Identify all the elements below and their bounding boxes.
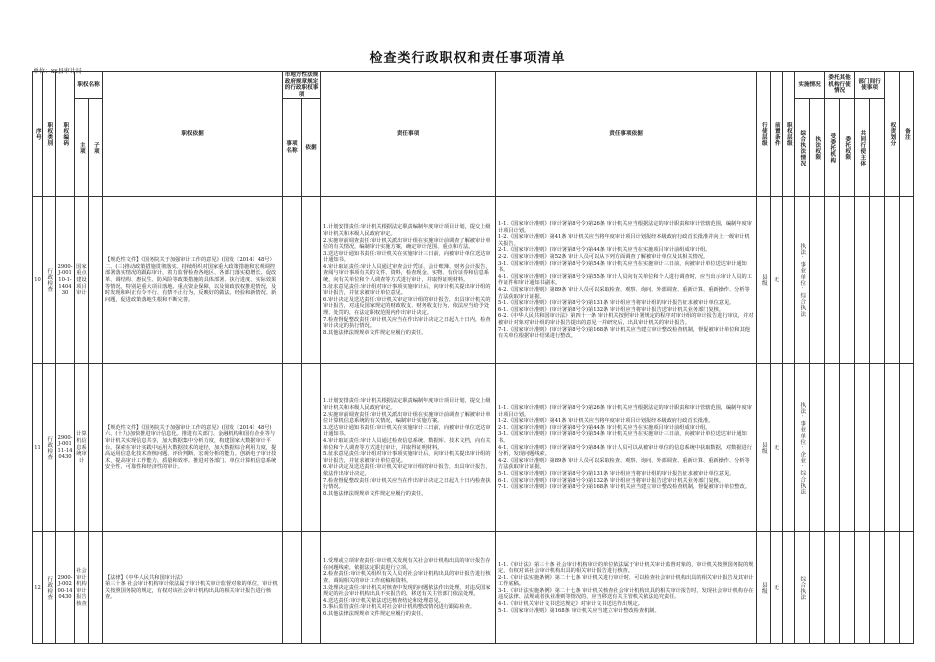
row-resp-basis: 1-1.《审计法》第三十条 社会审计机构审计的单位依法属于审计机关审计监督对象的，审计机关按照国务院的规定，有权对该社会审计机构出具的相关审计报告进行核查。 2-1.《审计法实施条例》第二十七条 审计机关进行审计时，可以检查社会审计机构出具的相关审计报告及其审计工作底稿。 3-1.《审计法实施条例》第二十七条 审计机关核查社会审计机构出具的相关审计报告时，发现社会审计机构存在违反法律、法规或者执业准则等情况的，应当移送有关主管机关依法追究责任。 4-1.《审计机关审计文书送达规定》对审计文书送达作出规定。 5-1.《国家审计准则》第168条 审计机关应当建立审计整改检查机制。 <box>496 532 757 644</box>
header-approved: 前置条件 <box>773 121 780 147</box>
header-seq: 序号 <box>34 128 41 141</box>
row-joint <box>855 364 870 532</box>
page-title: 检查类行政职权和责任事项清单 <box>369 51 566 66</box>
row-dept: 县级 <box>760 441 767 454</box>
row-entrusted <box>825 364 840 532</box>
row-joint <box>855 532 870 644</box>
row-category: 行政检查 <box>46 435 53 461</box>
header-category: 职权类别 <box>46 121 53 147</box>
row-entrusted <box>825 532 840 644</box>
row-remark <box>900 364 914 532</box>
row-remark <box>900 197 914 364</box>
table-row <box>33 197 914 364</box>
row-code: 2900-J-00111-140430 <box>56 364 75 532</box>
row-seq: 11 <box>33 364 43 532</box>
row-seq: 12 <box>33 532 43 644</box>
header-entrusted-org: 受委托机构 <box>829 132 836 164</box>
row-main-item: 社会审计机构审计报告核查 <box>75 532 89 644</box>
row-code: 2900-J-00110-1-140430 <box>56 197 75 364</box>
header-name-group: 职权名称 <box>75 72 103 99</box>
row-implement: 综合执法 <box>799 575 806 601</box>
table-row <box>33 364 914 532</box>
header-local-group: 市地方性法规政府规章规定的行政职权事项 <box>283 72 321 99</box>
header-responsibility: 责任事项 <box>321 72 496 197</box>
header-main-item: 主项 <box>78 141 85 154</box>
row-main-item: 国家重点建设项目审计 <box>75 197 89 364</box>
header-entrust-group: 委托其他机构行使情况 <box>825 72 855 99</box>
row-remark <box>900 532 914 644</box>
header-basis: 职权依据 <box>103 72 283 197</box>
header-level: 职权层级 <box>785 121 792 147</box>
row-category: 行政检查 <box>46 268 53 293</box>
row-implement: 执法·事业单位·综合执法 <box>799 243 806 318</box>
header-joint-subject: 共同行使主体 <box>859 129 866 167</box>
row-sub-item <box>89 197 103 364</box>
row-basis: 【规范性文件】《国务院关于加强审计工作的意见》(国发〔2014〕48号）二、(三)推动政策措施贯彻落实。持续组织对国家重大政策措施和宏观调控部署落实情况的跟踪审计，着力监督检查各地区、各部门落实稳增长、促改革、调结构、惠民生、防风险等政策措施的具体部署、执行进度、实际效果等情况，特别是重大项目落地、重点资金保障，以及简政放权推进情况，及时发现和纠正有令不行、有禁不止行为，反映好的做法、经验和新情况、新问题，促进政策落地生根和不断完善。 <box>103 197 283 364</box>
row-approved: 无 <box>771 364 783 532</box>
header-sub-item: 子项 <box>92 141 99 154</box>
row-category: 行政检查 <box>46 575 53 601</box>
row-resp-basis: 1-1.《国家审计准则》(审计署第8号令)第26条 审计机关应当根据法定的审计职责和审计管辖范围，编制年度审计项目计划。 1-2.《国家审计准则》第41条 审计机关应当将年度审计项目计划报经本级政府行政首长批准并向上一级审计机关报告。 2-1.《国家审计准则》(审计署第8号令)第44条 审计机关应当在实施项目审计前组成审计组。 2-2.《国家审计准则》第52条 审计人员可以从下列方面调查了解被审计单位及其相关情况。 3-1.《国家审计准则》(审计署第8号令)第54条 审计机关应当在实施审计三日前，向被审计单位送达审计通知书。 4-1.《国家审计准则》(审计署第8号令)第55条 审计人员向有关单位和个人进行调查时，应当出示审计人员的工作证件和审计通知书副本。 4-2.《国家审计准则》第89条 审计人员可以采取检查、观察、询问、外部调查、重新计算、重新操作、分析等方法获取审计证据。 5-1.《国家审计准则》(审计署第8号令)第131条 审计组应当将审计组的审计报告征求被审计单位意见。 6-1.《国家审计准则》(审计署第8号令)第132条 审计组应当将审计报告送审计机关业务部门复核。 6-2.《中华人民共和国审计法》第四十一条 审计机关按照审计署规定的程序对审计组的审计报告进行审议，并对被审计对象对审计组的审计报告提出的意见一并研究后，出具审计机关的审计报告。 7-1.《国家审计准则》(审计署第8号令)第168条 审计机关应当建立审计整改检查机制，督促被审计单位和其他有关单位根据审计结果进行整改。 <box>496 197 757 364</box>
header-dept: 行使层级 <box>760 121 767 147</box>
header-code: 职权编码 <box>62 121 69 147</box>
header-local-name: 事项名称 <box>283 99 302 197</box>
row-resp-basis: 1-1.《国家审计准则》(审计署第8号令)第26条 审计机关应当根据法定的审计职责和审计管辖范围，编制年度审计项目计划。 1-2.《国家审计准则》第41条 审计机关应当将年度审计项目计划报经本级政府行政首长批准。 2-1.《国家审计准则》(审计署第8号令)第44条 审计机关应当在实施项目审计前组成审计组。 3-1.《国家审计准则》(审计署第8号令)第54条 审计机关应当在实施审计三日前，向被审计单位送达审计通知书。 4-1.《国家审计准则》(审计署第8号令)第84条 审计人员可以从被审计单位的信息系统中获取数据，对数据进行分析，发现问题线索。 4-2.《国家审计准则》第89条 审计人员可以采取检查、观察、询问、外部调查、重新计算、重新操作、分析等方法获取审计证据。 5-1.《国家审计准则》(审计署第8号令)第131条 审计组应当将审计组的审计报告征求被审计单位意见。 6-1.《国家审计准则》(审计署第8号令)第132条 审计组应当将审计报告送审计机关业务部门复核。 7-1.《国家审计准则》(审计署第8号令)第168条 审计机关应当建立审计整改检查机制，督促被审计单位整改。 <box>496 364 757 532</box>
row-sub-item <box>89 364 103 532</box>
header-implement-group: 实施情况 <box>795 72 825 99</box>
header-resp-basis: 责任事项依据 <box>496 72 757 197</box>
header-impl-power: 执法权限 <box>814 135 821 161</box>
row-joint <box>855 197 870 364</box>
row-sub-item <box>89 532 103 644</box>
header-impl-law: 综合执法情况 <box>799 129 806 167</box>
row-code: 2900-J-00200-140430 <box>56 532 75 644</box>
row-main-item: 计算机信息系统审计 <box>75 364 89 532</box>
header-entrusted-power: 委托权限 <box>844 135 851 161</box>
row-entrusted <box>825 197 840 364</box>
row-dept: 县级 <box>760 581 767 594</box>
header-division: 权责划分 <box>889 121 896 147</box>
header-remark: 备注 <box>903 128 910 141</box>
row-responsibility: 1.受理或立项审查责任:审计机关发现有关社会审计机构出具的审计报告存在问题线索，依据法定职责进行立项。 2.检查责任:审计机关组织有关人员对社会审计机构出具的审计报告进行核查，调阅相关的审计工作底稿和资料。 3.处理决定责任:审计机关对核查中发现的问题依法作出处理，对违反国家规定的社会审计机构出具不实报告的，移送有关主管部门依法处理。 4.送达责任:审计机关依法送达核查结论和处理意见。 5.事后监管责任:审计机关对社会审计机构整改情况进行跟踪检查。 6.其他法律法规规章文件规定应履行的责任。 <box>321 532 496 644</box>
row-basis: 【规范性文件】《国务院关于加强审计工作的意见》(国发〔2014〕48号)六、(十九)加快推进审计信息化。推进有关部门、金融机构和国有企业等与审计机关实现信息共享，加大数据集中分析力度，构建国家大数据审计平台。探索在审计实践中运用大数据技术的途径，加大数据综合利用力度，提高运用信息化技术查核问题、评价判断、宏观分析的能力。创新电子审计技术，提高审计工作能力、质量和效率。推进对各部门、单位计算机信息系统安全性、可靠性和经济性的审计。 <box>103 364 283 532</box>
row-responsibility: 1.计划安排责任:审计机关根据法定职责编制年度审计项目计划，提交上级审计机关和本级人民政府审定。 2.实施审前调查责任:审计机关派出审计组在实施审计前调查了解被审计单位计算机信息系统的有关情况，编制审计实施方案。 3.送达审计通知书责任:审计机关在实施审计三日前，向被审计单位送达审计通知书。 4.审计取证责任:审计人员通过检查信息系统、数据库、技术文档，向有关单位和个人调查等方式进行审计，并取得证明材料。 5.征求意见责任:审计组对审计事项实施审计后，向审计机关提出审计组的审计报告，并征求被审计单位意见。 6.审计决定及送达责任:审计机关审定审计组的审计报告，出具审计报告，依法作出审计决定。 7.检查督促整改责任:审计机关应当在作出审计决定之日起九十日内检查执行情况。 8.其他法律法规规章文件规定应履行的责任。 <box>321 364 496 532</box>
row-responsibility: 1.计划安排责任:审计机关根据法定职责编制年度审计项目计划，提交上级审计机关和本级人民政府审定。 2.实施审前调查责任:审计机关派出审计组在实施审计前调查了解被审计单位的有关情况，编制审计实施方案，确定审计范围、重点和方法。 3.送达审计通知书责任:审计机关在实施审计三日前，向被审计单位送达审计通知书。 4.审计取证责任:审计人员通过审查会计凭证、会计账簿、财务会计报告，查阅与审计事项有关的文件、资料，检查现金、实物、有价证券和信息系统，向有关单位和个人调查等方式进行审计，并取得证明材料。 5.征求意见责任:审计组对审计事项实施审计后，向审计机关提出审计组的审计报告，并征求被审计单位意见。 6.审计决定及送达责任:审计机关审定审计组的审计报告，出具审计机关的审计报告，对违反国家规定的财政收支、财务收支行为，依法应当给予处理、处罚的，在法定职权范围内作出审计决定。 7.检查督促整改责任:审计机关应当在作出审计决定之日起九十日内，检查审计决定的执行情况。 8.其他法律法规规章文件规定应履行的责任。 <box>321 197 496 364</box>
row-approved: 无 <box>771 532 783 644</box>
row-implement: 执法·事业单位·企业·综合执法 <box>799 401 806 495</box>
row-basis: 【法律】《中华人民共和国审计法》 第三十条 社会审计机构审计依法属于审计机关审计监督对象的单位，审计机关按照国务院的规定，有权对该社会审计机构出具的相关审计报告进行核查。 <box>103 532 283 644</box>
header-joint-group: 部门间行使事项 <box>855 72 885 99</box>
unit-label: 单位：xx县审计局 <box>33 68 82 75</box>
header-local-basis: 依据 <box>302 99 321 197</box>
row-seq: 10 <box>33 197 43 364</box>
row-dept: 县级 <box>760 274 767 287</box>
row-approved: 无 <box>771 197 783 364</box>
responsibility-table <box>32 71 914 644</box>
table-row <box>33 532 914 644</box>
